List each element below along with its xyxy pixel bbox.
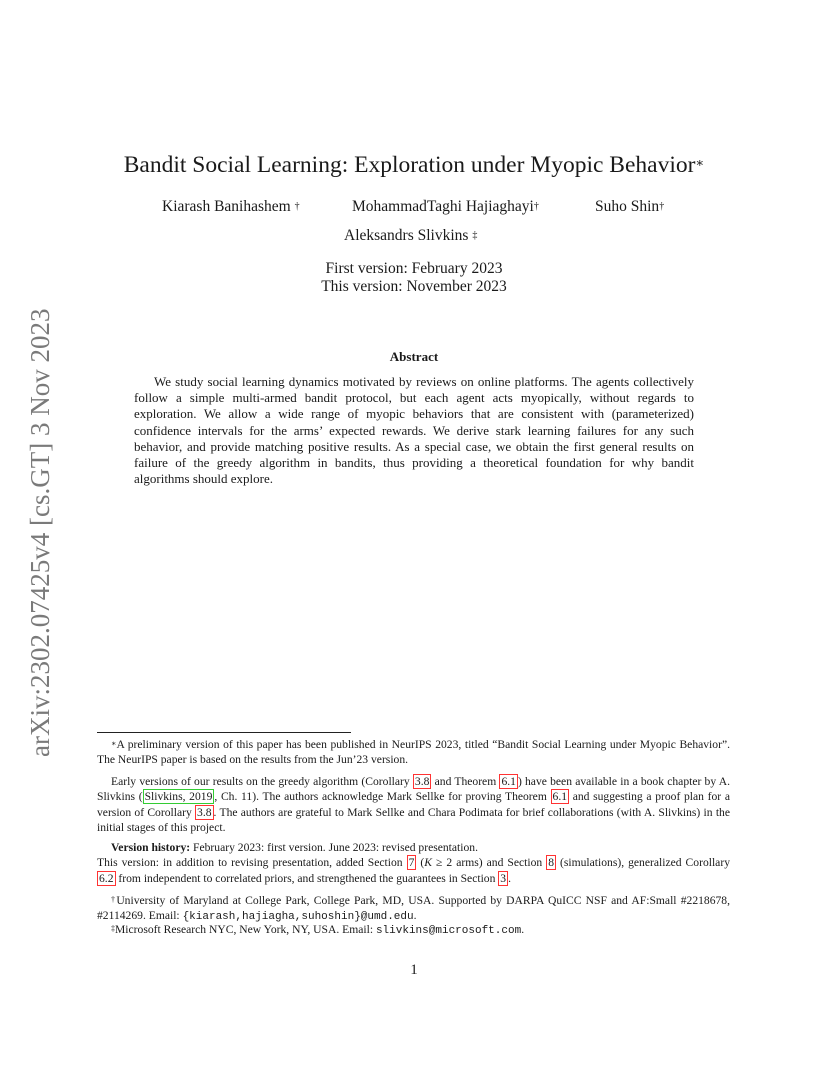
corollary-link[interactable]: 3.8 (197, 805, 212, 819)
footnote-microsoft-affiliation: ‡Microsoft Research NYC, New York, NY, USA. Email: slivkins@microsoft.com. (111, 923, 525, 937)
microsoft-email: slivkins@microsoft.com (375, 925, 522, 937)
section-link[interactable]: 8 (548, 856, 554, 870)
theorem-link[interactable]: 6.1 (501, 775, 516, 788)
corollary-link[interactable]: 3.8 (414, 775, 430, 788)
author-2: MohammadTaghi Hajiaghayi† (352, 198, 539, 215)
abstract-body: We study social learning dynamics motivated by reviews on online platforms. The agents collectively follow a simple multi-armed bandit protocol, but each agent acts myopically, without regards to exploration. We allow a wide range of myopic behaviors that are consistent with (parameterized) confidence intervals for the arms’ expected rewards. We derive stark learning failures for any such behavior, and provide matching positive results. As a special case, we obtain the first general results on failure of the greedy algorithm in bandits, thus providing a theoretical foundation for why bandit algorithms should explore. (134, 374, 694, 487)
first-version-date: First version: February 2023 (325, 260, 503, 277)
abstract-heading: Abstract (389, 349, 439, 364)
theorem-link[interactable]: 6.1 (552, 790, 568, 804)
footnote-preliminary: ∗A preliminary version of this paper has been published in NeurIPS 2023, titled “Bandit Social Learning under Myopic Behavior”. The NeurIPS paper is based on the results from the Jun’23 version. (97, 738, 730, 767)
footnote-version-history: Version history: February 2023: first version. June 2023: revised presentation. This version: in addition to revising presentation, added Section 7 (K ≥ 2 arms) and Section 8 (simulations), generalized Corollary 6.2 from independent to correlated priors, and strengthened the guarantees in Section 3 . (97, 841, 730, 885)
footnote-umd-affiliation: †University of Maryland at College Park, College Park, MD, USA. Supported by DARPA QuICC NSF and AF:Small #2218678, #2114269. Email: {kiarash,hajiagha,suhoshin}@umd.edu. (97, 894, 730, 924)
this-version-date: This version: November 2023 (321, 278, 507, 295)
paper-title: Bandit Social Learning: Exploration under Myopic Behavior∗ (123, 152, 705, 178)
author-3: Suho Shin† (595, 198, 665, 215)
footnote-early-versions: Early versions of our results on the greedy algorithm (Corollary 3.8 and Theorem 6.1 ) have been available in a book chapter by A. Slivkins ( Slivkins, 2019 , Ch. 11). The authors acknowledge Mark Sellke for proving Theorem 6.1 and suggesting a proof plan for a version of Corollary 3.8 . The authors are grateful to Mark Sellke and Chara Podimata for brief collaborations (with A. Slivkins) in the initial stages of this project. (97, 775, 730, 834)
umd-email: {kiarash,hajiagha,suhoshin}@umd.edu (182, 911, 414, 924)
page-number: 1 (410, 962, 418, 978)
arxiv-identifier: arXiv:2302.07425v4 [cs.GT] 3 Nov 2023 (25, 308, 55, 757)
section-link[interactable]: 3 (500, 871, 507, 885)
citation-link[interactable]: Slivkins, 2019 (144, 790, 213, 804)
section-link[interactable]: 7 (408, 856, 415, 870)
footnote-rule (97, 732, 351, 733)
corollary-link[interactable]: 6.2 (99, 871, 114, 885)
author-1: Kiarash Banihashem † (162, 198, 300, 215)
author-4: Aleksandrs Slivkins ‡ (344, 227, 478, 244)
